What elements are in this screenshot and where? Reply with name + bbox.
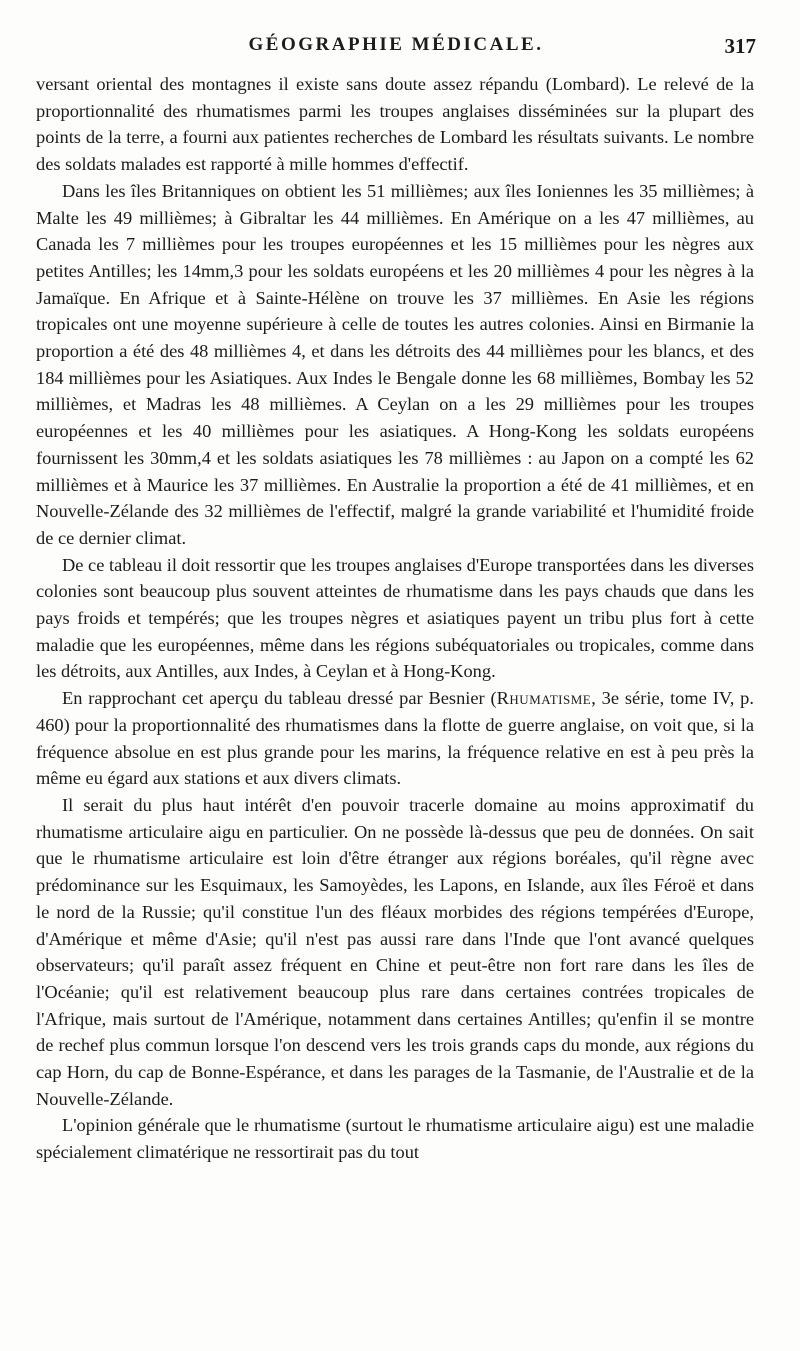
body-text (36, 71, 754, 1166)
page-number: 317 (724, 34, 756, 58)
paragraph-conclusion: De ce tableau il doit ressortir que les troupes anglaises d'Europe transportées dans les diverses colonies sont beaucoup plus souvent atteintes de rhumatisme dans les pays chauds que dans les pays froids et tempérés; que les troupes nègres et asiatiques payent un tribu plus fort à cette maladie que les européennes, même dans les régions subéquatoriales ou tropicales, comme dans les détroits, aux Antilles, aux Indes, à Ceylan et à Hong-Kong. (36, 554, 754, 682)
paragraph-continuation: versant oriental des montagnes il existe sans doute assez répandu (Lombard). Le relevé de la proportionnalité des rhumatismes parmi les troupes anglaises disséminées sur la plupart des points de la terre, a fourni aux patientes recherches de Lombard les résultats suivants. Le nombre des soldats malades est rapporté à mille hommes d'effectif. (36, 74, 754, 175)
paragraph-besnier-before: En rapprochant cet aperçu du tableau dressé par Besnier ( (62, 688, 497, 709)
running-title: GÉOGRAPHIE MÉDICALE. (248, 34, 544, 55)
paragraph-besnier-title: Rhumatisme (496, 688, 592, 709)
paragraph-statistics: Dans les îles Britanniques on obtient les 51 millièmes; aux îles Ioniennes les 35 millièmes; à Malte les 49 millièmes; à Gibraltar les 44 millièmes. En Amérique on a les 47 millièmes, au Canada les 7 millièmes pour les troupes européennes et les 15 millièmes pour les nègres aux petites Antilles; les 14mm,3 pour les soldats européens et les 20 millièmes 4 pour les nègres à la Jamaïque. En Afrique et à Sainte-Hélène on trouve les 37 millièmes. En Asie les régions tropicales ont une moyenne supérieure à celle de toutes les autres colonies. Ainsi en Birmanie la proportion a été des 48 millièmes 4, et dans les détroits des 44 millièmes pour les blancs, et des 184 millièmes pour les Asiatiques. Aux Indes le Bengale donne les 68 millièmes, Bombay les 52 millièmes, et Madras les 48 millièmes. A Ceylan on a les 29 millièmes pour les troupes européennes et les 40 millièmes pour les asiatiques. A Hong-Kong les soldats européens fournissent les 30mm,4 et les soldats asiatiques les 78 millièmes : au Japon on a compté les 62 millièmes et à Maurice les 37 millièmes. En Australie la proportion a été de 41 millièmes, et en Nouvelle-Zélande des 32 millièmes de l'effectif, malgré la grande variabilité et l'humidité froide de ce dernier climat. (36, 180, 754, 548)
paragraph-opinion: L'opinion générale que le rhumatisme (surtout le rhumatisme articulaire aigu) est une maladie spécialement climatérique ne ressortirait pas du tout (36, 1115, 754, 1163)
paragraph-besnier (36, 685, 754, 792)
paragraph-geography: Il serait du plus haut intérêt d'en pouvoir tracerle domaine au moins approximatif du rhumatisme articulaire aigu en particulier. On ne possède là-dessus que peu de données. On sait que le rhumatisme articulaire est loin d'être étranger aux régions boréales, qu'il règne avec prédominance sur les Esquimaux, les Samoyèdes, les Lapons, en Islande, aux îles Féroë et dans le nord de la Russie; qu'il constitue l'un des fléaux morbides des régions tempérées d'Europe, d'Amérique et même d'Asie; qu'il n'est pas aussi rare dans l'Inde que l'ont avancé quelques observateurs; qu'il paraît assez fréquent en Chine et peut-être non fort rare dans les îles de l'Océanie; qu'il est relativement beaucoup plus rare dans certaines contrées tropicales de l'Afrique, mais surtout de l'Amérique, notamment dans certaines Antilles; qu'enfin il se montre de rechef plus commun lorsque l'on descend vers les trois grands caps du monde, aux régions du cap Horn, du cap de Bonne-Espérance, et dans les parages de la Tasmanie, de l'Australie et de la Nouvelle-Zélande. (36, 794, 754, 1109)
paragraph-besnier-after: , 3e série, tome IV, p. 460) pour la proportionnalité des rhumatismes dans la flotte de guerre anglaise, on voit que, si la fréquence absolue en est plus grande pour les marins, la fréquence relative en est à peu près la même eu égard aux stations et aux divers climats. (36, 688, 754, 789)
running-header (36, 34, 756, 64)
